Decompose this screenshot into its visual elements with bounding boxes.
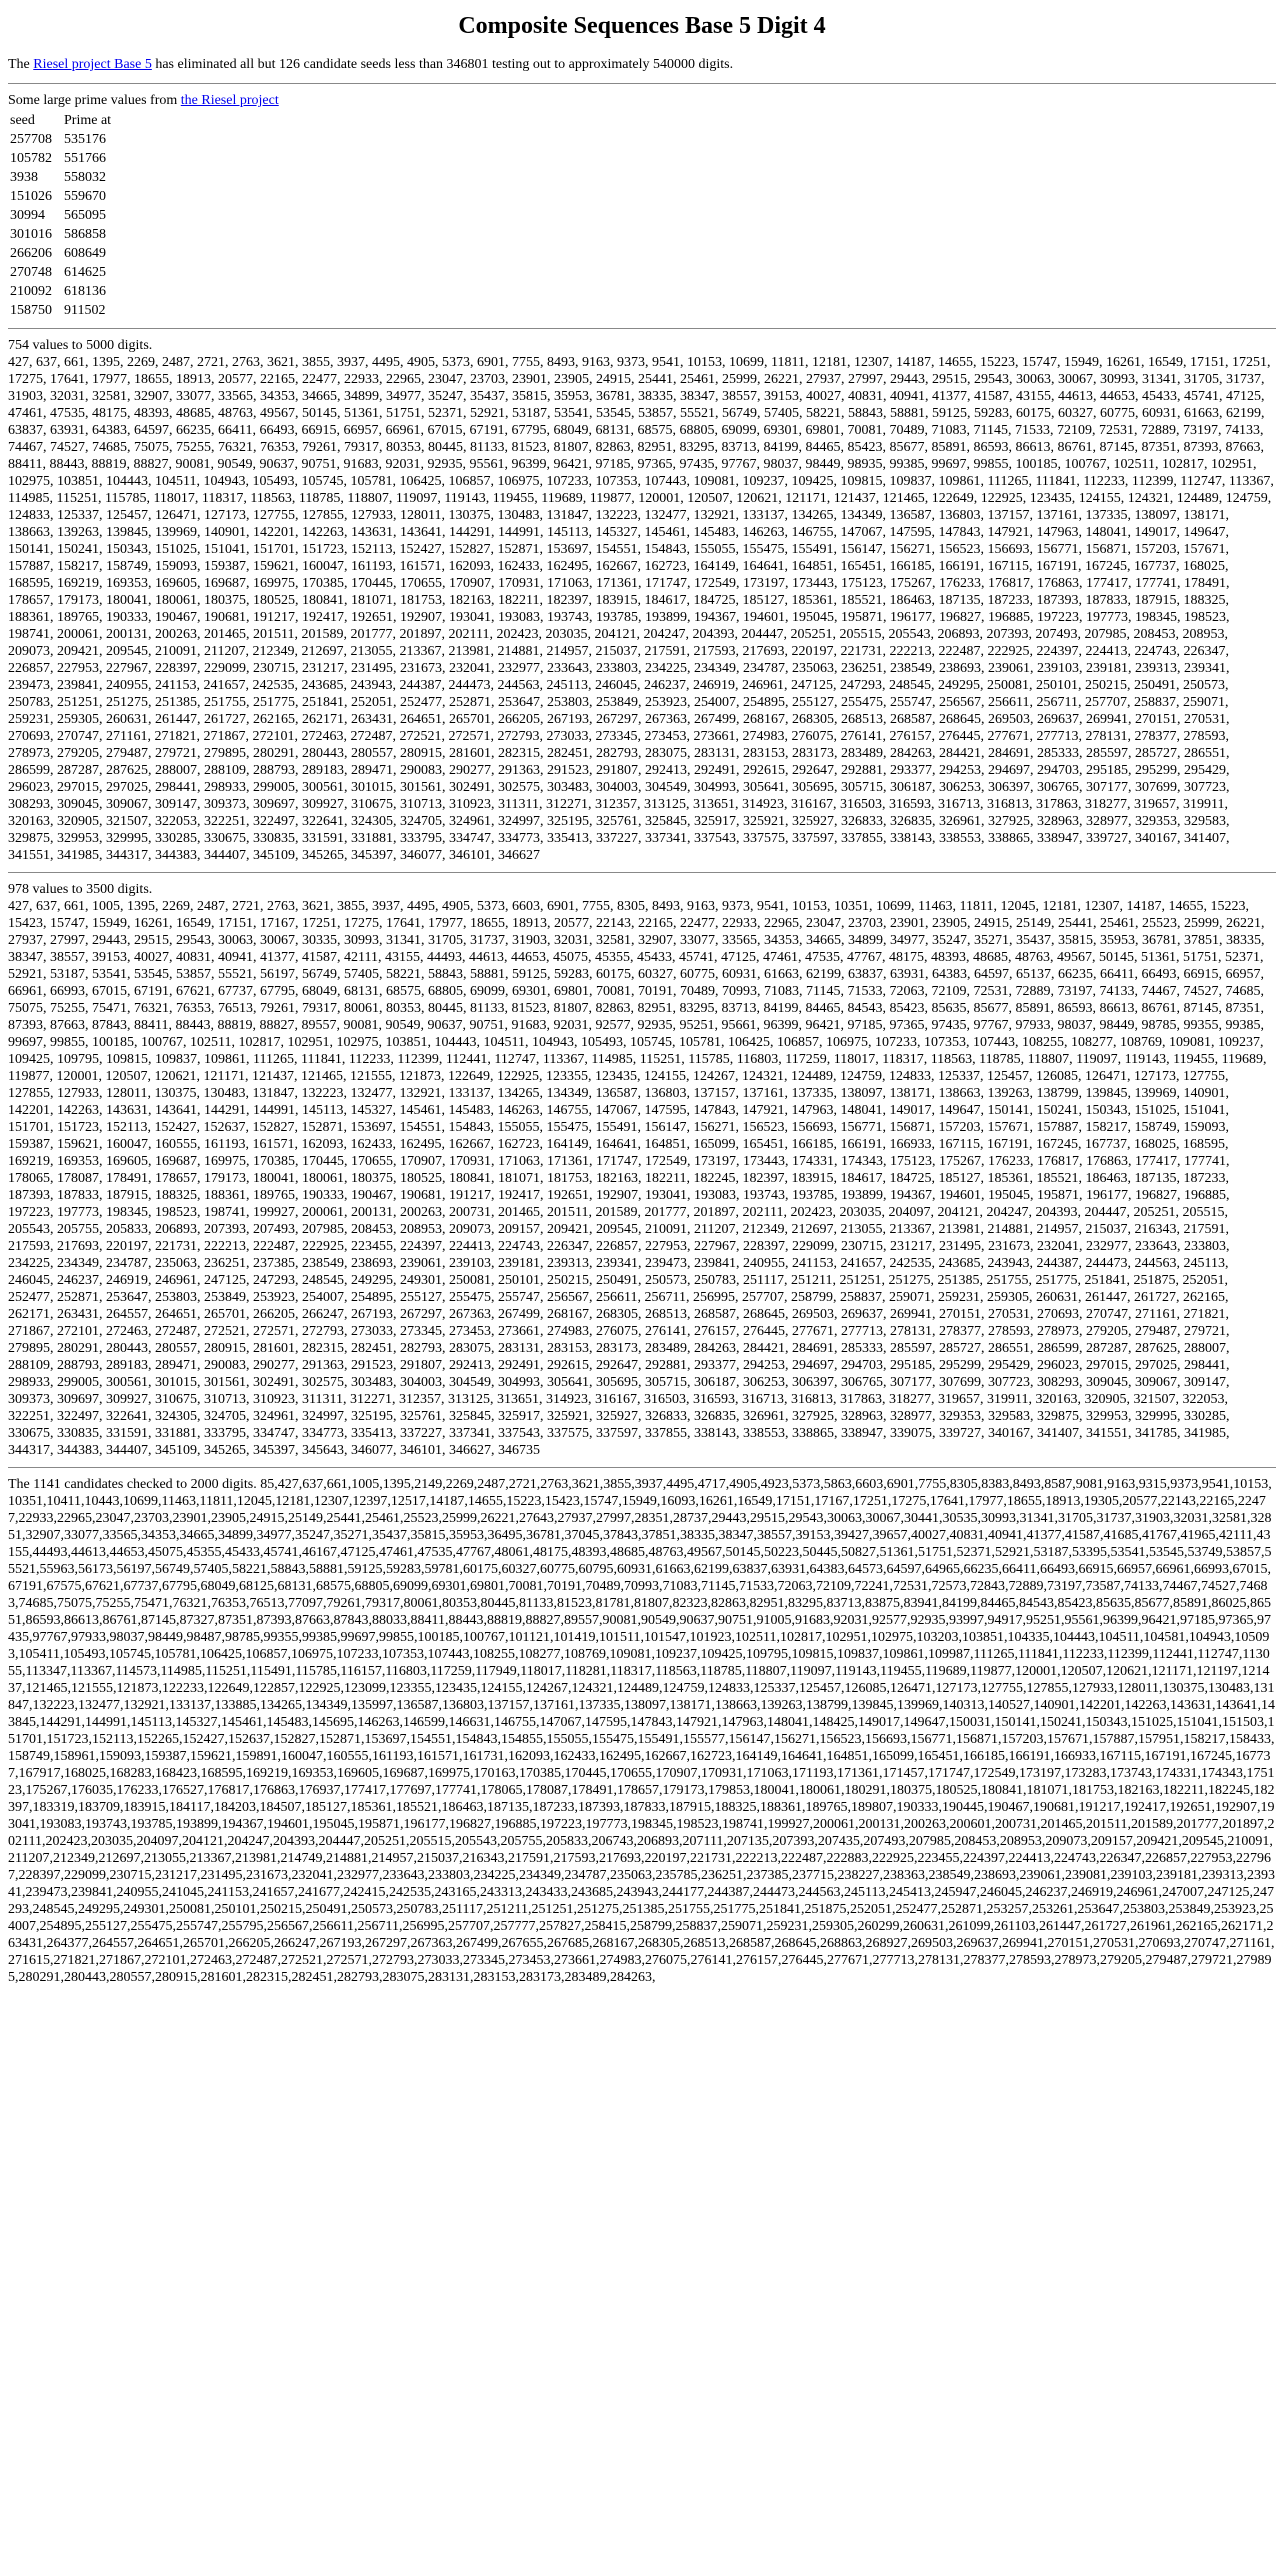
header-prime-at: Prime at <box>64 113 112 128</box>
section-2000-digits <box>8 1476 1276 1986</box>
seed-cell: 266206 <box>10 246 52 261</box>
prime-at-cell: 608649 <box>64 246 106 261</box>
section-3500-values: 427, 637, 661, 1005, 1395, 2269, 2487, 2721, 2763, 3621, 3855, 3937, 4495, 4905, 5373, 6603, 6901, 7755, 8305, 8493, 9163, 9373, 9541, 10153, 10351, 10699, 11463, 11811, 12045, 12181, 12307, 14187, 14655, 15223, 15423, 15747, 15949, 16261, 16549, 17151, 17167, 17251, 17275, 17641, 17977, 18655, 18913, 20577, 22143, 22165, 22477, 22933, 22965, 23047, 23703, 23901, 23905, 24915, 25149, 25441, 25461, 25523, 25999, 26221, 27937, 27997, 29443, 29515, 29543, 30063, 30067, 30335, 30993, 31341, 31705, 31737, 31903, 32031, 32581, 32907, 33077, 33565, 34353, 34665, 34899, 34977, 35247, 35271, 35437, 35815, 35953, 36781, 37851, 38335, 38347, 38557, 39153, 40027, 40831, 40941, 41377, 41587, 42111, 43155, 44493, 44613, 44653, 45075, 45355, 45433, 45741, 47125, 47461, 47535, 47767, 48175, 48393, 48685, 48763, 49567, 50145, 51361, 51751, 52371, 52921, 53187, 53541, 53545, 53857, 55521, 56197, 56749, 57405, 58221, 58843, 58881, 59125, 59283, 60175, 60327, 60775, 60931, 61663, 62199, 63837, 63931, 64383, 64597, 65137, 66235, 66411, 66493, 66915, 66957, 66961, 66993, 67015, 67191, 67621, 67737, 67795, 68049, 68131, 68575, 68805, 69099, 69301, 69801, 70081, 70191, 70489, 70993, 71083, 71145, 71533, 72063, 72109, 72531, 72889, 73197, 74133, 74467, 74527, 74685, 75075, 75255, 75471, 76321, 76353, 76513, 79261, 79317, 80061, 80353, 80445, 81133, 81523, 81807, 82863, 82951, 83295, 83713, 84199, 84465, 84543, 85423, 85635, 85677, 85891, 86593, 86613, 86761, 87145, 87351, 87393, 87663, 87843, 88411, 88443, 88819, 88827, 89557, 90081, 90549, 90637, 90751, 91683, 92031, 92577, 92935, 95251, 95661, 96399, 96421, 97185, 97365, 97435, 97767, 97933, 98037, 98449, 98785, 99355, 99385, 99697, 99855, 100185, 100767, 102511, 102817, 102951, 102975, 103851, 104443, 104511, 104943, 105493, 105745, 105781, 106425, 106857, 106975, 107233, 107353, 107443, 108255, 108277, 108769, 109081, 109237, 109425, 109795, 109815, 109837, 109861, 111265, 111841, 112233, 112399, 112441, 112747, 113367, 114985, 115251, 115785, 116803, 117259, 118017, 118317, 118563, 118785, 118807, 119097, 119143, 119455, 119689, 119877, 120001, 120507, 120621, 121171, 121437, 121465, 121555, 121873, 122649, 122925, 123355, 123435, 124155, 124267, 124321, 124489, 124759, 124833, 125337, 125457, 126085, 126471, 127173, 127755, 127855, 127933, 128011, 130375, 130483, 131847, 132223, 132477, 132921, 133137, 134265, 134349, 136587, 136803, 137157, 137161, 137335, 138097, 138171, 138663, 139263, 138799, 139845, 139969, 140901, 142201, 142263, 143631, 143641, 144291, 144991, 145113, 145327, 145461, 145483, 146263, 146755, 147067, 147595, 147843, 147921, 147963, 148041, 149017, 149647, 150141, 150241, 150343, 151025, 151041, 151701, 151723, 152113, 152427, 152637, 152827, 152871, 153697, 154551, 154843, 155055, 155475, 155491, 156147, 156271, 156523, 156693, 156771, 156871, 157203, 157671, 157887, 158217, 158749, 159093, 159387, 159621, 160047, 160555, 161193, 161571, 162093, 162433, 162495, 162667, 162723, 164149, 164641, 164851, 165099, 165451, 166185, 166191, 166933, 167115, 167191, 167245, 167737, 168025, 168595, 169219, 169353, 169605, 169687, 169975, 170385, 170445, 170655, 170907, 170931, 171063, 171361, 171747, 172549, 173197, 173443, 174331, 174343, 175123, 175267, 176233, 176817, 176863, 177417, 177741, 178065, 178087, 178491, 178657, 179173, 180041, 180061, 180375, 180525, 180841, 181071, 181753, 182163, 182211, 182245, 182397, 183915, 184617, 184725, 185127, 185361, 185521, 186463, 187135, 187233, 187393, 187833, 187915, 188325, 188361, 189765, 190333, 190467, 190681, 191217, 192417, 192651, 192907, 193041, 193083, 193743, 193785, 193899, 194367, 194601, 195045, 195871, 196177, 196827, 196885, 197223, 197773, 198345, 198523, 198741, 199927, 200061, 200131, 200263, 200731, 201465, 201511, 201589, 201777, 201897, 202111, 202423, 203035, 204097, 204121, 204247, 204393, 204447, 205251, 205515, 205543, 205755, 205833, 206893, 207393, 207493, 207985, 208453, 208953, 209073, 209157, 209421, 209545, 210091, 211207, 212349, 212697, 213055, 213367, 213981, 214881, 214957, 215037, 216343, 217591, 217593, 217693, 220197, 221731, 222213, 222487, 222925, 223455, 224397, 224413, 224743, 226347, 226857, 227953, 227967, 228397, 229099, 230715, 231217, 231495, 231673, 232041, 232977, 233643, 233803, 234225, 234349, 234787, 235063, 236251, 237385, 238549, 238693, 239061, 239103, 239181, 239313, 239341, 239473, 239841, 240955, 241153, 241657, 242535, 243685, 243943, 244387, 244473, 244563, 245113, 246045, 246237, 246919, 246961, 247125, 247293, 248545, 249295, 249301, 250081, 250101, 250215, 250491, 250573, 250783, 251117, 251211, 251251, 251275, 251385, 251755, 251775, 251841, 251875, 252051, 252477, 252871, 253647, 253803, 253849, 253923, 254007, 254895, 255127, 255475, 255747, 256567, 256611, 256711, 256995, 257707, 258799, 258837, 259071, 259231, 259305, 260631, 261447, 261727, 262165, 262171, 263431, 264557, 264651, 265701, 266205, 266247, 267193, 267297, 267363, 267499, 268167, 268305, 268513, 268587, 268645, 269503, 269637, 269941, 270151, 270531, 270693, 270747, 271161, 271821, 271867, 272101, 272463, 272487, 272521, 272571, 272793, 273033, 273345, 273453, 273661, 274983, 276075, 276141, 276157, 276445, 277671, 277713, 278131, 278377, 278593, 278973, 279205, 279487, 279721, 279895, 280291, 280443, 280557, 280915, 281601, 282315, 282451, 282793, 283075, 283131, 283153, 283173, 283489, 284263, 284421, 284691, 285333, 285597, 285727, 286551, 286599, 287287, 287625, 288007, 288109, 288793, 289183, 289471, 290083, 290277, 291363, 291523, 291807, 292413, 292491, 292615, 292647, 292881, 293377, 294253, 294697, 294703, 295185, 295299, 295429, 296023, 297015, 297025, 298441, 298933, 299005, 300561, 301015, 301561, 302491, 302575, 303483, 304003, 304549, 304993, 305641, 305695, 305715, 306187, 306253, 306397, 306765, 307177, 307699, 307723, 308293, 309045, 309067, 309147, 309373, 309697, 309927, 310675, 310713, 310923, 311311, 312271, 312357, 313125, 313651, 314923, 316167, 316503, 316593, 316713, 316813, 317863, 318277, 319657, 319911, 320163, 320905, 321507, 322053, 322251, 322497, 322641, 324305, 324705, 324961, 324997, 325195, 325761, 325845, 325917, 325921, 325927, 326833, 326835, 326961, 327925, 328963, 328977, 329353, 329583, 329875, 329953, 329995, 330285, 330675, 330835, 331591, 331881, 333795, 334747, 334773, 335413, 337227, 337341, 337543, 337575, 337597, 337855, 338143, 338553, 338865, 338947, 339075, 339727, 340167, 341407, 341551, 341785, 341985, 344317, 344383, 344407, 345109, 345265, 345397, 345643, 346077, 346101, 346627, 346735 <box>8 899 1267 1458</box>
seed-cell: 270748 <box>10 265 52 280</box>
seed-cell: 158750 <box>10 303 52 318</box>
table-row <box>8 187 121 206</box>
primes-table <box>8 111 121 320</box>
prime-at-cell: 558032 <box>64 170 106 185</box>
table-row <box>8 263 121 282</box>
primes-intro-prefix: Some large prime values from <box>8 93 181 108</box>
divider <box>8 872 1276 873</box>
table-row <box>8 301 121 320</box>
section-3500-digits <box>8 881 1276 1459</box>
table-row <box>8 244 121 263</box>
seed-cell: 151026 <box>10 189 52 204</box>
divider <box>8 1467 1276 1468</box>
prime-at-cell: 535176 <box>64 132 106 147</box>
riesel-project-link[interactable]: the Riesel project <box>180 93 279 108</box>
table-row <box>8 282 121 301</box>
prime-at-cell: 911502 <box>64 303 106 318</box>
intro-prefix: The <box>8 57 34 72</box>
divider <box>8 328 1276 329</box>
prime-at-cell: 559670 <box>64 189 106 204</box>
table-row <box>8 225 121 244</box>
primes-table-header <box>8 111 121 130</box>
table-row <box>8 206 121 225</box>
intro-paragraph <box>8 56 1276 73</box>
section-3500-heading: 978 values to 3500 digits. <box>8 882 153 897</box>
divider <box>8 83 1276 84</box>
prime-at-cell: 614625 <box>64 265 106 280</box>
seed-cell: 257708 <box>10 132 52 147</box>
table-row <box>8 168 121 187</box>
table-row <box>8 149 121 168</box>
prime-at-cell: 551766 <box>64 151 106 166</box>
section-2000-heading: The 1141 candidates checked to 2000 digits. <box>8 1477 257 1492</box>
seed-cell: 105782 <box>10 151 52 166</box>
prime-at-cell: 586858 <box>64 227 106 242</box>
seed-cell: 30994 <box>10 208 45 223</box>
primes-intro <box>8 92 1276 109</box>
prime-at-cell: 565095 <box>64 208 106 223</box>
intro-suffix: has eliminated all but 126 candidate seeds less than 346801 testing out to approximately 540000 digits. <box>151 57 734 72</box>
seed-cell: 301016 <box>10 227 52 242</box>
section-5000-heading: 754 values to 5000 digits. <box>8 338 153 353</box>
prime-at-cell: 618136 <box>64 284 106 299</box>
riesel-project-base5-link[interactable]: Riesel project Base 5 <box>33 57 152 72</box>
header-seed: seed <box>10 113 35 128</box>
table-row <box>8 130 121 149</box>
seed-cell: 3938 <box>10 170 38 185</box>
section-2000-values: 85,427,637,661,1005,1395,2149,2269,2487,2721,2763,3621,3855,3937,4495,4717,4905,4923,5373,5863,6603,6901,7755,8305,8383,8493,8587,9081,9163,9315,9373,9541,10153,10351,10411,10443,10699,11463,11811,12045,12181,12307,12397,12517,14187,14655,15223,15423,15747,15949,16093,16261,16549,17151,17167,17251,17275,17641,17977,18655,18913,19305,20577,22143,22165,22477,22933,22965,23047,23703,23901,23905,24915,25149,25441,25461,25523,25999,26221,27643,27937,27997,28351,28737,29443,29515,29543,30063,30067,30441,30535,30993,31341,31705,31737,31903,32031,32581,32851,32907,33077,33565,34353,34665,34899,34977,35247,35271,35437,35815,35953,36495,36781,37045,37843,37851,38335,38347,38557,39153,39427,39657,40027,40831,40941,41377,41587,41685,41767,41965,42111,43155,44493,44613,44653,45075,45355,45433,45741,46167,47125,47461,47535,47767,48061,48175,48393,48685,48763,49567,50145,50223,50445,50827,51361,51751,52371,52921,53187,53395,53541,53545,53749,53857,55521,55963,56173,56197,56749,57405,58221,58843,58881,59125,59283,59781,60175,60327,60775,60795,60931,61663,62199,63837,63931,64383,64573,64597,64965,66235,66411,66493,66915,66957,66961,66993,67015,67191,67575,67621,67737,67795,68049,68125,68131,68575,68805,69099,69301,69801,70081,70191,70489,70993,71083,71145,71533,72063,72109,72241,72531,72573,72843,72889,73197,73587,74133,74467,74527,74683,74685,75075,75255,75471,76321,76353,76513,77097,79261,79317,80061,80353,80445,81133,81523,81781,81807,82323,82863,82951,83295,83713,83875,83941,84199,84465,84543,85423,85635,85677,85891,86025,86551,86593,86613,86761,87145,87327,87351,87393,87663,87843,88033,88411,88443,88819,88827,89557,90081,90549,90637,90751,91005,91683,92031,92577,92935,93997,94917,95251,95561,96399,96421,97185,97365,97435,97767,97933,98037,98449,98487,98785,99355,99385,99697,99855,100185,100767,101121,101419,101511,101547,101923,102511,102817,102951,102975,103203,103851,104335,104443,104511,104581,104943,105093,105411,105493,105745,105781,106425,106857,106975,107233,107353,107443,108255,108277,108769,109081,109237,109425,109795,109815,109837,109861,109987,111265,111841,112233,112399,112441,112747,113055,113347,113367,114573,114985,115251,115491,115785,116157,116803,117259,117949,118017,118281,118317,118563,118785,118807,119097,119143,119455,119689,119877,120001,120507,120621,121171,121197,121437,121465,121555,121873,122233,122649,122857,122925,123099,123355,123435,124155,124267,124321,124489,124759,124833,125337,125457,126085,126471,127173,127755,127855,127933,128011,130375,130483,131847,132223,132477,132921,133137,133885,134265,134349,135997,136587,136803,137157,137161,137335,138097,138171,138663,139263,138799,139845,139969,140313,140527,140901,142201,142263,143631,143641,143845,144291,144991,145113,145327,145461,145483,145695,146263,146599,146631,146755,147067,147595,147843,147921,147963,148041,148425,149017,149647,150031,150141,150241,150343,151025,151041,151503,151701,151723,152113,152265,152427,152637,152827,152871,153697,154551,154843,154855,155055,155475,155491,155577,156147,156271,156523,156693,156771,156871,157203,157671,157887,157951,158217,158433,158749,158961,159093,159387,159621,159891,160047,160555,161193,161571,161731,162093,162433,162495,162667,162723,164149,164641,164851,165099,165451,166185,166191,166933,167115,167191,167245,167737,167917,168025,168283,168423,168595,169219,169353,169605,169687,169975,170163,170385,170445,170655,170907,170931,171063,171193,171361,171457,171747,172549,173197,173283,173743,174331,174343,175123,175267,176035,176233,176527,176817,176863,176937,177417,177697,177741,178065,178087,178491,178657,179173,179853,180041,180061,180291,180375,180525,180841,181071,181753,182163,182211,182245,182397,183319,183709,183915,184117,184203,184507,185127,185361,185521,186463,187135,187233,187393,187833,187915,188325,188361,189765,189807,190333,190445,190467,190681,191217,192417,192651,192907,193041,193083,193743,193785,193899,194367,194601,195045,195871,196177,196827,196885,197223,197773,198345,198523,198741,199927,200061,200131,200263,200601,200731,201465,201511,201589,201777,201897,202111,202423,203035,204097,204121,204247,204393,204447,205251,205515,205543,205755,205833,206743,206893,207111,207135,207393,207435,207493,207985,208453,208953,209073,209157,209421,209545,210091,211207,212349,212697,213055,213367,213981,214749,214881,214957,215037,216343,217591,217593,217693,220197,221731,222213,222487,222883,222925,223455,224397,224413,224743,226347,226857,227953,227967,228397,229099,230715,231217,231495,231673,232041,232977,233643,233803,234225,234349,234787,235063,235785,236251,237385,237715,238227,238363,238549,238693,239061,239081,239103,239181,239313,239341,239473,239841,240955,241045,241153,241657,241677,242415,242535,243165,243313,243433,243685,243943,244177,244387,244473,244563,245113,245413,245947,246045,246237,246919,246961,247007,247125,247293,248545,249295,249301,250081,250101,250215,250491,250573,250783,251117,251211,251251,251275,251385,251755,251775,251841,251875,252051,252477,252871,253257,253261,253647,253803,253849,253923,254007,254895,255127,255475,255747,255795,256567,256611,256711,256995,257707,257777,257827,258415,258799,258837,259071,259231,259305,260299,260631,261099,261103,261447,261727,261961,262165,262171,263431,264377,264557,264651,265701,266205,266247,267193,267297,267363,267499,267655,267685,268167,268305,268513,268587,268645,268863,268927,269503,269637,269941,270151,270531,270693,270747,271161,271615,271821,271867,272101,272463,272487,272521,272571,272793,273033,273345,273453,273661,274983,276075,276141,276157,276445,277671,277713,278131,278377,278593,278973,279205,279487,279721,279895,280291,280443,280557,280915,281601,282315,282451,282793,283075,283131,283153,283173,283489,284263, <box>8 1477 1275 1985</box>
page-title: Composite Sequences Base 5 Digit 4 <box>458 13 826 39</box>
seed-cell: 210092 <box>10 284 52 299</box>
section-5000-values: 427, 637, 661, 1395, 2269, 2487, 2721, 2763, 3621, 3855, 3937, 4495, 4905, 5373, 6901, 7755, 8493, 9163, 9373, 9541, 10153, 10699, 11811, 12181, 12307, 14187, 14655, 15223, 15747, 15949, 16261, 16549, 17151, 17251, 17275, 17641, 17977, 18655, 18913, 20577, 22165, 22477, 22933, 22965, 23047, 23703, 23901, 23905, 24915, 25441, 25461, 25999, 26221, 27937, 27997, 29443, 29515, 29543, 30063, 30067, 30993, 31341, 31705, 31737, 31903, 32031, 32581, 32907, 33077, 33565, 34353, 34665, 34899, 34977, 35247, 35437, 35815, 35953, 36781, 38335, 38347, 38557, 39153, 40027, 40831, 40941, 41377, 41587, 43155, 44613, 44653, 45433, 45741, 47125, 47461, 47535, 48175, 48393, 48685, 48763, 49567, 50145, 51361, 51751, 52371, 52921, 53187, 53541, 53545, 53857, 55521, 56749, 57405, 58221, 58843, 58881, 59125, 59283, 60175, 60327, 60775, 60931, 61663, 62199, 63837, 63931, 64383, 64597, 66235, 66411, 66493, 66915, 66957, 66961, 67015, 67191, 67795, 68049, 68131, 68575, 68805, 69099, 69301, 69801, 70081, 70489, 71083, 71145, 71533, 72109, 72531, 72889, 73197, 74133, 74467, 74527, 74685, 75075, 75255, 76321, 76353, 79261, 79317, 80353, 80445, 81133, 81523, 81807, 82863, 82951, 83295, 83713, 84199, 84465, 85423, 85677, 85891, 86593, 86613, 86761, 87145, 87351, 87393, 87663, 88411, 88443, 88819, 88827, 90081, 90549, 90637, 90751, 91683, 92031, 92935, 95561, 96399, 96421, 97185, 97365, 97435, 97767, 98037, 98449, 98935, 99385, 99697, 99855, 100185, 100767, 102511, 102817, 102951, 102975, 103851, 104443, 104511, 104943, 105493, 105745, 105781, 106425, 106857, 106975, 107233, 107353, 107443, 109081, 109237, 109425, 109815, 109837, 109861, 111265, 111841, 112233, 112399, 112747, 113367, 114985, 115251, 115785, 118017, 118317, 118563, 118785, 118807, 119097, 119143, 119455, 119689, 119877, 120001, 120507, 120621, 121171, 121437, 121465, 122649, 122925, 123435, 124155, 124321, 124489, 124759, 124833, 125337, 125457, 126471, 127173, 127755, 127855, 127933, 128011, 130375, 130483, 131847, 132223, 132477, 132921, 133137, 134265, 134349, 136587, 136803, 137157, 137161, 137335, 138097, 138171, 138663, 139263, 139845, 139969, 140901, 142201, 142263, 143631, 143641, 144291, 144991, 145113, 145327, 145461, 145483, 146263, 146755, 147067, 147595, 147843, 147921, 147963, 148041, 149017, 149647, 150141, 150241, 150343, 151025, 151041, 151701, 151723, 152113, 152427, 152827, 152871, 153697, 154551, 154843, 155055, 155475, 155491, 156147, 156271, 156523, 156693, 156771, 156871, 157203, 157671, 157887, 158217, 158749, 159093, 159387, 159621, 160047, 161193, 161571, 162093, 162433, 162495, 162667, 162723, 164149, 164641, 164851, 165451, 166185, 166191, 167115, 167191, 167245, 167737, 168025, 168595, 169219, 169353, 169605, 169687, 169975, 170385, 170445, 170655, 170907, 170931, 171063, 171361, 171747, 172549, 173197, 173443, 175123, 175267, 176233, 176817, 176863, 177417, 177741, 178491, 178657, 179173, 180041, 180061, 180375, 180525, 180841, 181071, 181753, 182163, 182211, 182397, 183915, 184617, 184725, 185127, 185361, 185521, 186463, 187135, 187233, 187393, 187833, 187915, 188325, 188361, 189765, 190333, 190467, 190681, 191217, 192417, 192651, 192907, 193041, 193083, 193743, 193785, 193899, 194367, 194601, 195045, 195871, 196177, 196827, 196885, 197223, 197773, 198345, 198523, 198741, 200061, 200131, 200263, 201465, 201511, 201589, 201777, 201897, 202111, 202423, 203035, 204121, 204247, 204393, 204447, 205251, 205515, 205543, 206893, 207393, 207493, 207985, 208453, 208953, 209073, 209421, 209545, 210091, 211207, 212349, 212697, 213055, 213367, 213981, 214881, 214957, 215037, 217591, 217593, 217693, 220197, 221731, 222213, 222487, 222925, 224397, 224413, 224743, 226347, 226857, 227953, 227967, 228397, 229099, 230715, 231217, 231495, 231673, 232041, 232977, 233643, 233803, 234225, 234349, 234787, 235063, 236251, 238549, 238693, 239061, 239103, 239181, 239313, 239341, 239473, 239841, 240955, 241153, 241657, 242535, 243685, 243943, 244387, 244473, 244563, 245113, 246045, 246237, 246919, 246961, 247125, 247293, 248545, 249295, 250081, 250101, 250215, 250491, 250573, 250783, 251251, 251275, 251385, 251755, 251775, 251841, 252051, 252477, 252871, 253647, 253803, 253849, 253923, 254007, 254895, 255127, 255475, 255747, 256567, 256611, 256711, 257707, 258837, 259071, 259231, 259305, 260631, 261447, 261727, 262165, 262171, 263431, 264651, 265701, 266205, 267193, 267297, 267363, 267499, 268167, 268305, 268513, 268587, 268645, 269503, 269637, 269941, 270151, 270531, 270693, 270747, 271161, 271821, 271867, 272101, 272463, 272487, 272521, 272571, 272793, 273033, 273345, 273453, 273661, 274983, 276075, 276141, 276157, 276445, 277671, 277713, 278131, 278377, 278593, 278973, 279205, 279487, 279721, 279895, 280291, 280443, 280557, 280915, 281601, 282315, 282451, 282793, 283075, 283131, 283153, 283173, 283489, 284263, 284421, 284691, 285333, 285597, 285727, 286551, 286599, 287287, 287625, 288007, 288109, 288793, 289183, 289471, 290083, 290277, 291363, 291523, 291807, 292413, 292491, 292615, 292647, 292881, 293377, 294253, 294697, 294703, 295185, 295299, 295429, 296023, 297015, 297025, 298441, 298933, 299005, 300561, 301015, 301561, 302491, 302575, 303483, 304003, 304549, 304993, 305641, 305695, 305715, 306187, 306253, 306397, 306765, 307177, 307699, 307723, 308293, 309045, 309067, 309147, 309373, 309697, 309927, 310675, 310713, 310923, 311311, 312271, 312357, 313125, 313651, 314923, 316167, 316503, 316593, 316713, 316813, 317863, 318277, 319657, 319911, 320163, 320905, 321507, 322053, 322251, 322497, 322641, 324305, 324705, 324961, 324997, 325195, 325761, 325845, 325917, 325921, 325927, 326833, 326835, 326961, 327925, 328963, 328977, 329353, 329583, 329875, 329953, 329995, 330285, 330675, 330835, 331591, 331881, 333795, 334747, 334773, 335413, 337227, 337341, 337543, 337575, 337597, 337855, 338143, 338553, 338865, 338947, 339727, 340167, 341407, 341551, 341985, 344317, 344383, 344407, 345109, 345265, 345397, 346077, 346101, 346627 <box>8 355 1274 863</box>
section-5000-digits <box>8 337 1276 864</box>
